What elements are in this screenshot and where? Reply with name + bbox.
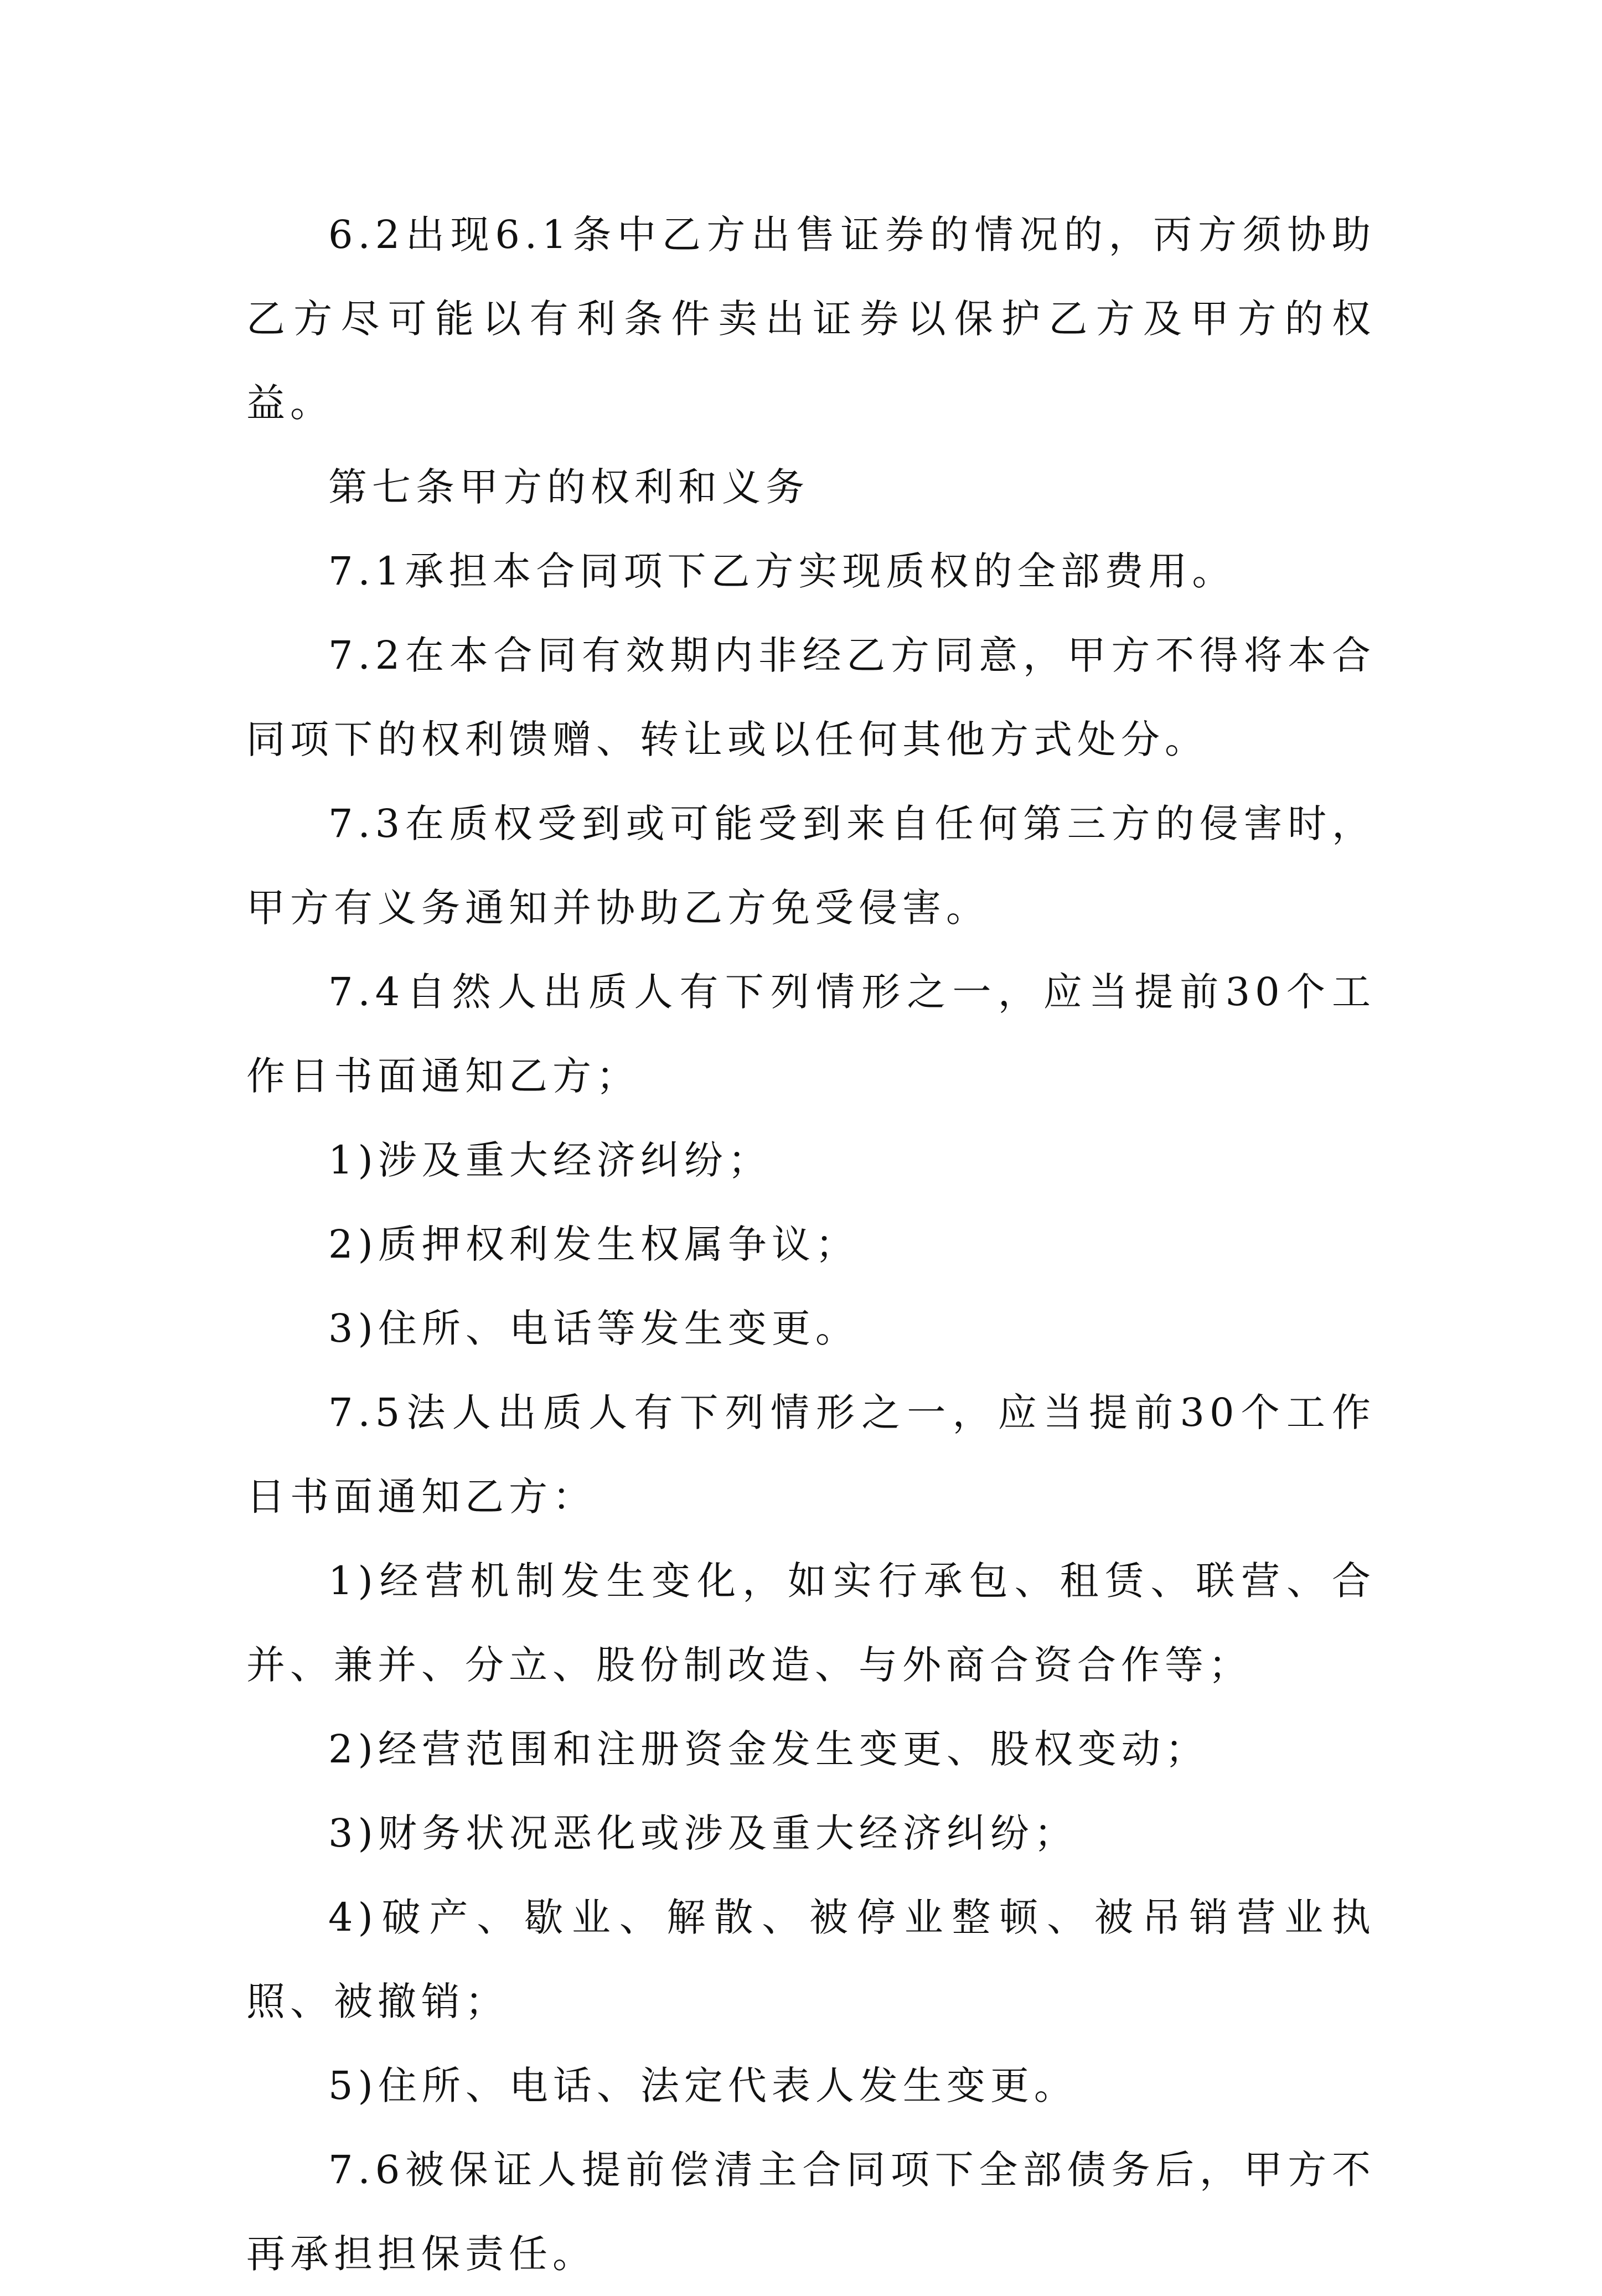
list-item-7-4-3: 3)住所、电话等发生变更。 [328, 1306, 859, 1351]
paragraph-7-2: 7.2在本合同有效期内非经乙方同意，甲方不得将本合同项下的权利馈赠、转让或以任何其他方式处分。 [246, 633, 1376, 762]
list-item-7-5-5: 5)住所、电话、法定代表人发生变更。 [328, 2063, 1078, 2108]
list-item-7-4-2: 2)质押权利发生权属争议； [328, 1222, 859, 1267]
list-item-7-5-1: 1)经营机制发生变化，如实行承包、租赁、联营、合并、兼并、分立、股份制改造、与外商合资合作等； [246, 1558, 1376, 1688]
list-item-7-5-3: 3)财务状况恶化或涉及重大经济纠纷； [328, 1811, 1078, 1856]
paragraph-7-5: 7.5法人出质人有下列情形之一，应当提前30个工作日书面通知乙方： [246, 1390, 1376, 1519]
document-body [246, 193, 1376, 2296]
paragraph-6-2: 6.2出现6.1条中乙方出售证券的情况的，丙方须协助乙方尽可能以有利条件卖出证券以保护乙方及甲方的权益。 [246, 212, 1376, 426]
list-item-7-5-2: 2)经营范围和注册资金发生变更、股权变动； [328, 1726, 1209, 1772]
paragraph-7-1: 7.1承担本合同项下乙方实现质权的全部费用。 [328, 549, 1236, 594]
section-heading-article-7: 第七条甲方的权利和义务 [328, 464, 809, 510]
paragraph-7-4: 7.4自然人出质人有下列情形之一，应当提前30个工作日书面通知乙方； [246, 969, 1376, 1099]
list-item-7-4-1: 1)涉及重大经济纠纷； [328, 1137, 772, 1183]
list-item-7-5-4: 4)破产、歇业、解散、被停业整顿、被吊销营业执照、被撤销； [246, 1895, 1376, 2024]
paragraph-7-6: 7.6被保证人提前偿清主合同项下全部债务后，甲方不再承担担保责任。 [246, 2147, 1376, 2277]
paragraph-7-3: 7.3在质权受到或可能受到来自任何第三方的侵害时，甲方有义务通知并协助乙方免受侵害。 [246, 801, 1376, 930]
